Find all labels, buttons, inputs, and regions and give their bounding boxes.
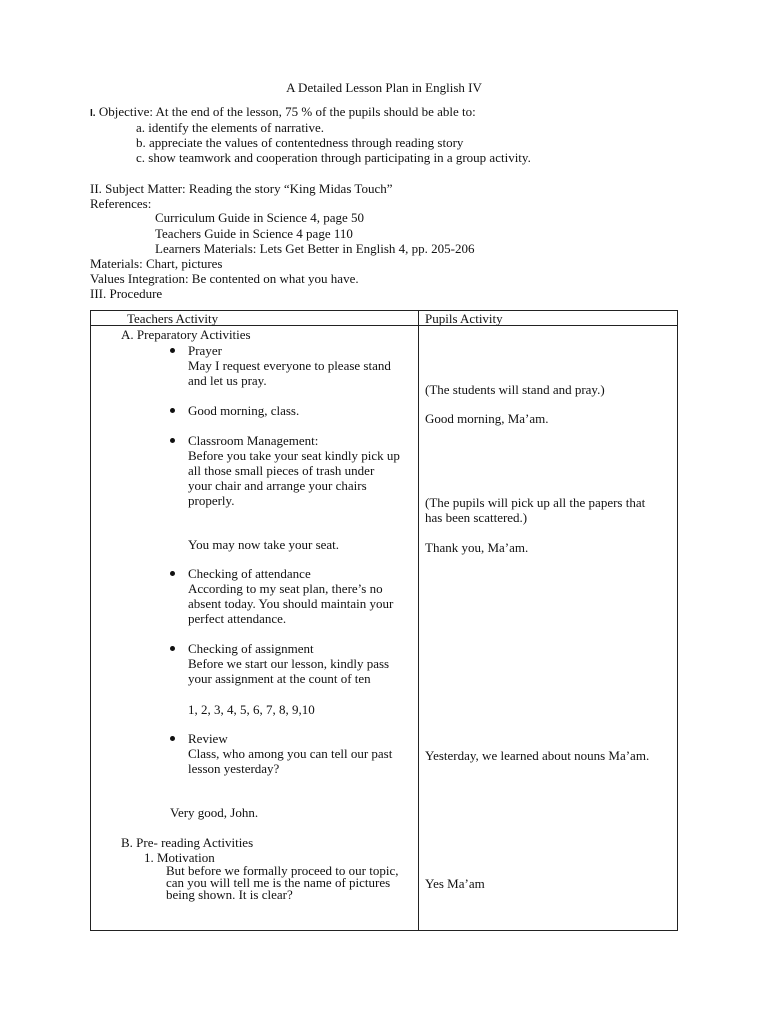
- review-text: Class, who among you can tell our past lesson yesterday?: [188, 746, 393, 776]
- bullet-icon: [170, 736, 175, 741]
- procedure-heading: III. Procedure: [90, 286, 163, 301]
- references-label: References:: [90, 196, 152, 211]
- document-title: A Detailed Lesson Plan in English IV: [286, 80, 482, 95]
- attendance-text: According to my seat plan, there’s no absent today. You should maintain your perfect attendance.: [188, 581, 394, 626]
- pupil-yes-response: Yes Ma’am: [425, 876, 485, 891]
- assignment-title: Checking of assignment: [188, 641, 314, 656]
- pupil-pickup-response: (The pupils will pick up all the papers that has been scattered.): [425, 495, 646, 525]
- management-text: Before you take your seat kindly pick up all those small pieces of trash under your chair and arrange your chairs properly.: [188, 448, 400, 508]
- count-text: 1, 2, 3, 4, 5, 6, 7, 8, 9,10: [188, 702, 315, 717]
- column-header-teacher: Teachers Activity: [127, 311, 219, 326]
- management-title: Classroom Management:: [188, 433, 319, 448]
- pupil-greeting-response: Good morning, Ma’am.: [425, 411, 549, 426]
- bullet-icon: [170, 438, 175, 443]
- column-header-pupils: Pupils Activity: [425, 311, 503, 326]
- pupil-prayer-response: (The students will stand and pray.): [425, 382, 605, 397]
- motivation-heading: 1. Motivation: [144, 850, 215, 865]
- attendance-title: Checking of attendance: [188, 566, 311, 581]
- prayer-title: Prayer: [188, 343, 222, 358]
- section-a-heading: A. Preparatory Activities: [121, 327, 251, 342]
- review-title: Review: [188, 731, 228, 746]
- very-good-text: Very good, John.: [170, 805, 259, 820]
- reference-item: Teachers Guide in Science 4 page 110: [155, 226, 353, 241]
- objective-item-b: b. appreciate the values of contentedness through reading story: [136, 135, 464, 150]
- objective-item-c: c. show teamwork and cooperation through participating in a group activity.: [136, 150, 531, 165]
- greeting-text: Good morning, class.: [188, 403, 300, 418]
- take-seat-text: You may now take your seat.: [188, 537, 340, 552]
- section-b-heading: B. Pre- reading Activities: [121, 835, 254, 850]
- materials-line: Materials: Chart, pictures: [90, 256, 223, 271]
- objective-line: [90, 104, 476, 121]
- objective-item-a: a. identify the elements of narrative.: [136, 120, 325, 135]
- bullet-icon: [170, 348, 175, 353]
- table-column-divider: [418, 310, 419, 931]
- reference-item: Curriculum Guide in Science 4, page 50: [155, 210, 365, 225]
- prayer-text: May I request everyone to please stand and let us pray.: [188, 358, 391, 388]
- objective-label: Objective:: [98, 104, 153, 119]
- assignment-text: Before we start our lesson, kindly pass your assignment at the count of ten: [188, 656, 390, 686]
- motivation-text: But before we formally proceed to our topic, can you will tell me is the name of pictures being shown. It is clear?: [166, 863, 399, 902]
- objective-numeral: I.: [90, 108, 96, 119]
- bullet-icon: [170, 571, 175, 576]
- bullet-icon: [170, 408, 175, 413]
- reference-item: Learners Materials: Lets Get Better in English 4, pp. 205-206: [155, 241, 475, 256]
- objective-intro: At the end of the lesson, 75 % of the pupils should be able to:: [155, 104, 476, 119]
- bullet-icon: [170, 646, 175, 651]
- pupil-thanks-response: Thank you, Ma’am.: [425, 540, 529, 555]
- pupil-review-response: Yesterday, we learned about nouns Ma’am.: [425, 748, 650, 763]
- subject-matter: II. Subject Matter: Reading the story “King Midas Touch”: [90, 181, 393, 196]
- values-integration-line: Values Integration: Be contented on what you have.: [90, 271, 359, 286]
